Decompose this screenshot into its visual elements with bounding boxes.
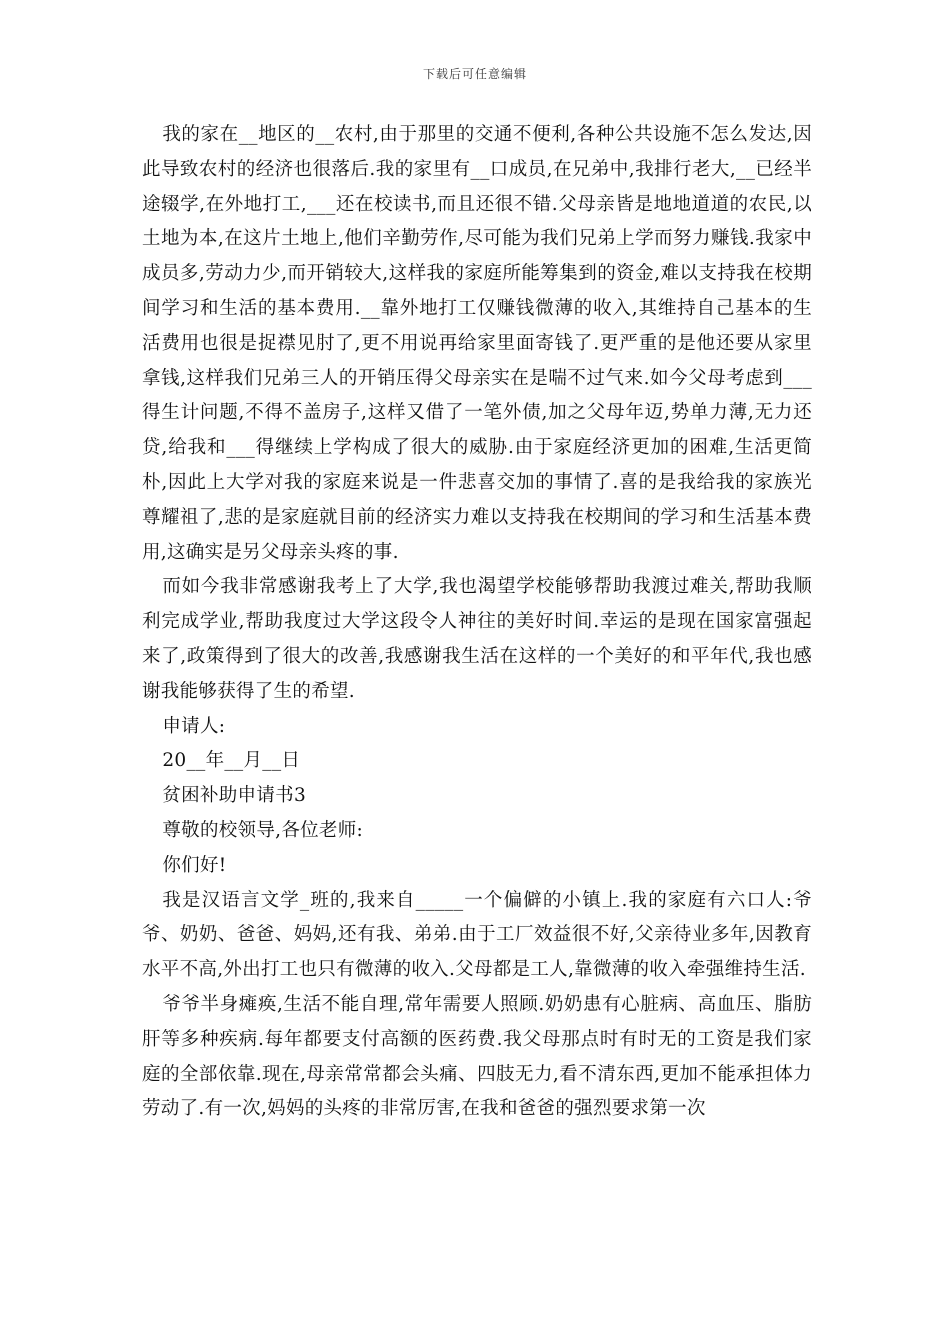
document-body (142, 118, 812, 1127)
paragraph-family-situation: 我的家在__地区的__农村,由于那里的交通不便利,各种公共设施不怎么发达,因此导致农村的经济也很落后.我的家里有__口成员,在兄弟中,我排行老大,__已经半途辍学,在外地打工,___还在校读书,而且还很不错.父母亲皆是地地道道的农民,以土地为本,在这片土地上,他们辛勤劳作,尽可能为我们兄弟上学而努力赚钱.我家中成员多,劳动力少,而开销较大,这样我的家庭所能筹集到的资金,难以支持我在校期间学习和生活的基本费用.__靠外地打工仅赚钱微薄的收入,其维持自己基本的生活费用也很是捉襟见肘了,更不用说再给家里面寄钱了.更严重的是他还要从家里拿钱,这样我们兄弟三人的开销压得父母亲实在是喘不过气来.如今父母考虑到___得生计问题,不得不盖房子,这样又借了一笔外债,加之父母年迈,势单力薄,无力还贷,给我和___得继续上学构成了很大的威胁.由于家庭经济更加的困难,生活更简朴,因此上大学对我的家庭来说是一件悲喜交加的事情了.喜的是我给我的家族光尊耀祖了,悲的是家庭就目前的经济实力难以支持我在校期间的学习和生活基本费用,这确实是另父母亲头疼的事. (142, 124, 812, 563)
applicant-label: 申请人: (162, 715, 226, 737)
paragraph-gratitude: 而如今我非常感谢我考上了大学,我也渴望学校能够帮助我渡过难关,帮助我顺利完成学业,帮助我度过大学这段令人神往的美好时间.幸运的是现在国家富强起来了,政策得到了很大的改善,我感谢我生活在这样的一个美好的和平年代,我也感谢我能够获得了生的希望. (142, 576, 812, 702)
paragraph-grandparents: 爷爷半身瘫痪,生活不能自理,常年需要人照顾.奶奶患有心脏病、高血压、脂肪肝等多种疾病.每年都要支付高额的医药费.我父母那点时有时无的工资是我们家庭的全部依靠.现在,母亲常常都会头痛、四肢无力,看不清东西,更加不能承担体力劳动了.有一次,妈妈的头疼的非常厉害,在我和爸爸的强烈要求第一次 (142, 993, 812, 1120)
salutation: 尊敬的校领导,各位老师: (162, 819, 364, 841)
section-title: 贫困补助申请书3 (162, 785, 307, 807)
paragraph-introduction: 我是汉语言文学_班的,我来自_____一个偏僻的小镇上.我的家庭有六口人:爷爷、奶奶、爸爸、妈妈,还有我、弟弟.由于工厂效益很不好,父亲待业多年,因教育水平不高,外出打工也只有微薄的收入.父母都是工人,靠微薄的收入牵强维持生活. (142, 889, 812, 981)
header-note: 下载后可任意编辑 (422, 67, 527, 81)
date-line: 20__年__月__日 (162, 750, 301, 772)
greeting: 你们好! (162, 854, 227, 876)
